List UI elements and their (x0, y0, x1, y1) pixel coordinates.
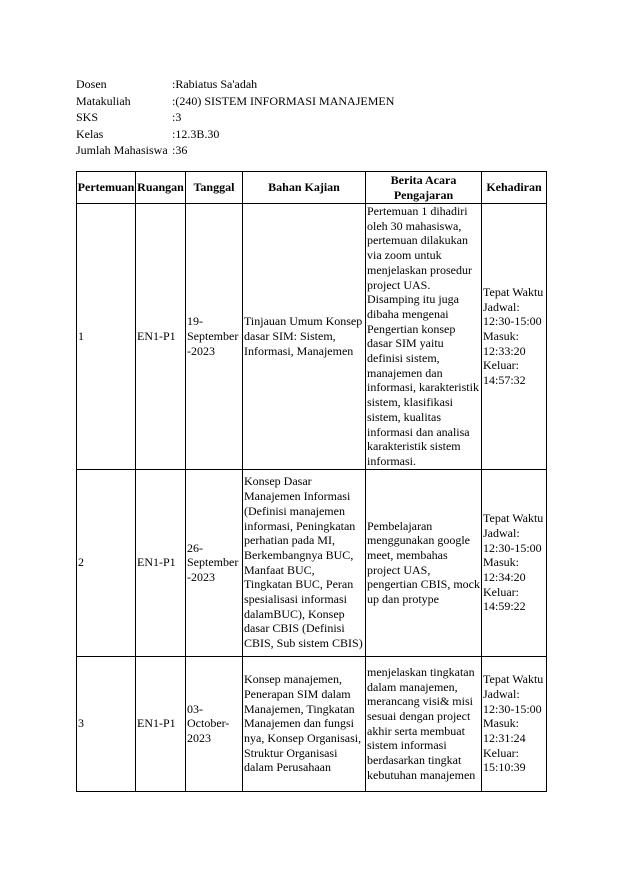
jumlah-value: 36 (175, 143, 188, 157)
attendance-table (76, 171, 547, 792)
cell-pertemuan: 3 (77, 656, 136, 791)
table-row (77, 656, 547, 791)
header-tanggal: Tanggal (186, 172, 243, 204)
info-row-kelas (76, 126, 394, 143)
header-berita-acara: Berita Acara Pengajaran (366, 172, 482, 204)
cell-ruangan: EN1-P1 (136, 469, 186, 656)
matakuliah-value: (240) SISTEM INFORMASI MANAJEMEN (175, 93, 395, 108)
cell-ruangan: EN1-P1 (136, 204, 186, 470)
cell-berita-acara: Pertemuan 1 dihadiri oleh 30 mahasiswa, pertemuan dilakukan via zoom untuk menjelaskan prosedur project UAS. Disamping itu juga dibaha mengenai Pengertian konsep dasar SIM yaitu definisi sistem, manajemen dan informasi, karakteristik sistem, klasifikasi sistem, kualitas informasi dan analisa karakteristik sistem informasi. (366, 204, 482, 470)
cell-kehadiran: Tepat Waktu Jadwal: 12:30-15:00 Masuk: 12:33:20 Keluar: 14:57:32 (482, 204, 547, 470)
cell-bahan-kajian: Konsep manajemen, Penerapan SIM dalam Manajemen, Tingkatan Manajemen dan fungsi nya, Konsep Organisasi, Struktur Organisasi dalam Perusahaan (243, 656, 366, 791)
sks-label: SKS (76, 110, 99, 124)
header-bahan-kajian: Bahan Kajian (243, 172, 366, 204)
cell-kehadiran: Tepat Waktu Jadwal: 12:30-15:00 Masuk: 12:31:24 Keluar: 15:10:39 (482, 656, 547, 791)
cell-kehadiran: Tepat Waktu Jadwal: 12:30-15:00 Masuk: 12:34:20 Keluar: 14:59:22 (482, 469, 547, 656)
info-row-dosen (76, 76, 394, 93)
separator: : (172, 143, 176, 157)
info-row-matakuliah (76, 93, 394, 110)
matakuliah-label: Matakuliah (76, 93, 131, 108)
header-kehadiran: Kehadiran (482, 172, 547, 204)
separator: : (172, 93, 176, 108)
sks-value: 3 (175, 110, 182, 124)
cell-berita-acara: menjelaskan tingkatan dalam manajemen, merancang visi& misi sesuai dengan project akhir serta membuat sistem informasi berdasarkan tingkat kebutuhan manajemen (366, 656, 482, 791)
cell-berita-acara: Pembelajaran menggunakan google meet, membahas project UAS, pengertian CBIS, mock up dan protype (366, 469, 482, 656)
header-ruangan: Ruangan (136, 172, 186, 204)
info-row-jumlah (76, 142, 394, 159)
kelas-value: 12.3B.30 (175, 126, 220, 141)
dosen-label: Dosen (76, 77, 107, 91)
cell-tanggal: 19-September-2023 (186, 204, 243, 470)
cell-bahan-kajian: Tinjauan Umum Konsep dasar SIM: Sistem, Informasi, Manajemen (243, 204, 366, 470)
dosen-value: Rabiatus Sa'adah (175, 77, 258, 91)
jumlah-label: Jumlah Mahasiswa (76, 143, 168, 157)
table-header-row (77, 172, 547, 204)
cell-tanggal: 26-September-2023 (186, 469, 243, 656)
cell-pertemuan: 1 (77, 204, 136, 470)
kelas-label: Kelas (76, 126, 104, 141)
cell-ruangan: EN1-P1 (136, 656, 186, 791)
table-row (77, 204, 547, 470)
separator: : (172, 126, 176, 141)
separator: : (172, 110, 176, 124)
info-row-sks (76, 109, 394, 126)
table-row (77, 469, 547, 656)
cell-pertemuan: 2 (77, 469, 136, 656)
course-info (76, 76, 394, 159)
cell-bahan-kajian: Konsep Dasar Manajemen Informasi (Definisi manajemen informasi, Peningkatan perhatian pada MI, Berkembangnya BUC, Manfaat BUC, Tingkatan BUC, Peran spesialisasi informasi dalamBUC), Konsep dasar CBIS (Definisi CBIS, Sub sistem CBIS) (243, 469, 366, 656)
cell-tanggal: 03-October-2023 (186, 656, 243, 791)
header-pertemuan: Pertemuan (77, 172, 136, 204)
separator: : (172, 77, 176, 91)
